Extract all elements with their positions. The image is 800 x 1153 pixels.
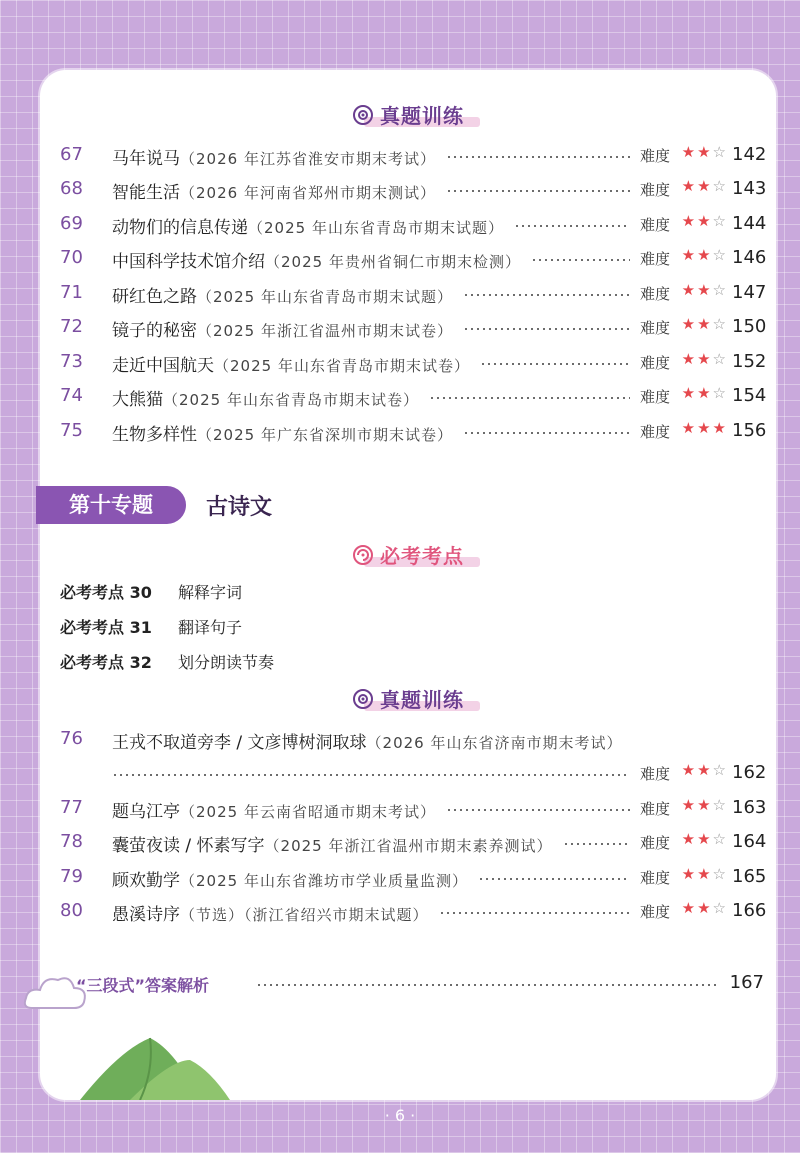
leader-dots xyxy=(514,225,630,227)
star-filled-icon: ★ xyxy=(681,899,698,917)
leader-dots xyxy=(446,809,630,811)
entry-number: 70 xyxy=(60,247,83,268)
difficulty-label: 难度 xyxy=(639,903,670,921)
page-number: 142 xyxy=(732,144,767,165)
toc-entry-80[interactable] xyxy=(60,896,767,926)
star-empty-icon: ☆ xyxy=(712,350,728,368)
leader-dots xyxy=(112,774,630,776)
section-heading-text: 真题训练 xyxy=(380,688,464,712)
star-filled-icon: ★ xyxy=(681,143,698,161)
page-number: 154 xyxy=(732,385,767,406)
star-empty-icon: ☆ xyxy=(712,212,728,230)
star-empty-icon: ☆ xyxy=(712,865,728,883)
section-heading-real-exam-2 xyxy=(40,684,776,714)
toc-entry-70[interactable] xyxy=(60,243,767,273)
star-filled-icon: ★ xyxy=(697,281,713,299)
page-number: 166 xyxy=(732,900,767,921)
leader-dots xyxy=(446,156,630,158)
page-footer-number: · 6 · xyxy=(384,1106,416,1125)
star-filled-icon: ★ xyxy=(681,281,698,299)
answer-analysis-label: “三段式”答案解析 xyxy=(76,976,210,995)
entry-title: 题乌江亭 xyxy=(112,802,180,822)
leader-dots xyxy=(446,190,630,192)
entry-title-line xyxy=(112,282,453,307)
difficulty-stars xyxy=(682,315,728,333)
entry-number: 69 xyxy=(60,213,83,234)
section-heading-key-points xyxy=(40,540,776,570)
difficulty-stars xyxy=(682,419,728,437)
entry-title-line xyxy=(112,728,623,753)
difficulty-label: 难度 xyxy=(639,834,670,852)
page-number: 163 xyxy=(732,797,767,818)
leader-dots xyxy=(478,878,630,880)
entry-title: 囊萤夜读 / 怀素写字 xyxy=(112,836,265,856)
entry-number: 74 xyxy=(60,385,83,406)
entry-title: 大熊猫 xyxy=(112,390,163,410)
star-empty-icon: ☆ xyxy=(712,899,728,917)
difficulty-label: 难度 xyxy=(639,765,670,783)
entry-title: 走近中国航天 xyxy=(112,356,214,376)
target-icon xyxy=(352,688,374,710)
entry-title: 愚溪诗序 xyxy=(112,905,180,925)
key-point-label: 必考考点 31 xyxy=(60,618,152,637)
toc-entry-79[interactable] xyxy=(60,862,767,892)
key-point-31[interactable] xyxy=(60,615,242,638)
star-filled-icon: ★ xyxy=(697,212,713,230)
star-filled-icon: ★ xyxy=(681,830,698,848)
difficulty-label: 难度 xyxy=(639,216,670,234)
entry-title-line xyxy=(112,178,436,203)
star-filled-icon: ★ xyxy=(681,865,698,883)
entry-title: 镜子的秘密 xyxy=(112,321,197,341)
entry-title-line xyxy=(112,144,436,169)
section-heading-real-exam-1 xyxy=(40,100,776,130)
difficulty-label: 难度 xyxy=(639,354,670,372)
star-filled-icon: ★ xyxy=(697,761,713,779)
star-empty-icon: ☆ xyxy=(712,830,728,848)
difficulty-label: 难度 xyxy=(639,423,670,441)
star-filled-icon: ★ xyxy=(681,177,698,195)
entry-number: 68 xyxy=(60,178,83,199)
entry-title-line xyxy=(112,385,419,410)
entry-number: 79 xyxy=(60,866,83,887)
star-empty-icon: ☆ xyxy=(712,143,728,161)
toc-entry-69[interactable] xyxy=(60,209,767,239)
leader-dots xyxy=(563,843,630,845)
entry-title-line xyxy=(112,316,453,341)
entry-title: 马年说马 xyxy=(112,149,180,169)
page-number: 165 xyxy=(732,866,767,887)
page-number: 167 xyxy=(729,972,764,993)
difficulty-label: 难度 xyxy=(639,800,670,818)
difficulty-stars xyxy=(682,830,728,848)
entry-source: （2025 年山东省青岛市期末试题） xyxy=(248,219,504,237)
entry-number: 71 xyxy=(60,282,83,303)
key-point-text: 划分朗读节奏 xyxy=(178,653,275,672)
key-point-32[interactable] xyxy=(60,650,274,673)
star-empty-icon: ☆ xyxy=(712,384,728,402)
entry-title-line xyxy=(112,797,436,822)
section-heading-text: 真题训练 xyxy=(380,104,464,128)
key-point-text: 解释字词 xyxy=(178,583,243,602)
entry-title: 研红色之路 xyxy=(112,287,197,307)
entry-source: （2025 年浙江省温州市期末素养测试） xyxy=(264,837,553,855)
star-filled-icon: ★ xyxy=(697,384,713,402)
toc-entry-68[interactable] xyxy=(60,174,767,204)
star-filled-icon: ★ xyxy=(697,830,713,848)
star-filled-icon: ★ xyxy=(712,419,728,437)
page-number: 146 xyxy=(732,247,767,268)
entry-title-line xyxy=(112,247,521,272)
star-filled-icon: ★ xyxy=(697,899,713,917)
entry-source: （2025 年浙江省温州市期末试卷） xyxy=(197,322,453,340)
difficulty-stars xyxy=(682,899,728,917)
star-filled-icon: ★ xyxy=(697,865,713,883)
toc-entry-77[interactable] xyxy=(60,793,767,823)
entry-title-line xyxy=(112,831,553,856)
difficulty-label: 难度 xyxy=(639,319,670,337)
leader-dots xyxy=(531,259,630,261)
difficulty-stars xyxy=(682,796,728,814)
entry-title: 动物们的信息传递 xyxy=(112,218,248,238)
star-empty-icon: ☆ xyxy=(712,281,728,299)
difficulty-label: 难度 xyxy=(639,181,670,199)
star-filled-icon: ★ xyxy=(697,419,713,437)
star-filled-icon: ★ xyxy=(681,796,698,814)
hills-illustration xyxy=(80,1030,230,1100)
difficulty-label: 难度 xyxy=(639,869,670,887)
entry-source: （2025 年山东省青岛市期末试卷） xyxy=(163,391,419,409)
difficulty-label: 难度 xyxy=(639,285,670,303)
toc-entry-72[interactable] xyxy=(60,312,767,342)
entry-number: 78 xyxy=(60,831,83,852)
page-number: 152 xyxy=(732,351,767,372)
topic-label: 第十专题 xyxy=(36,486,186,524)
star-filled-icon: ★ xyxy=(681,761,698,779)
star-filled-icon: ★ xyxy=(697,246,713,264)
leader-dots xyxy=(256,984,718,986)
toc-entry-73[interactable] xyxy=(60,347,767,377)
entry-number: 80 xyxy=(60,900,83,921)
entry-number: 67 xyxy=(60,144,83,165)
difficulty-stars xyxy=(682,384,728,402)
key-point-text: 翻译句子 xyxy=(178,618,243,637)
difficulty-stars xyxy=(682,246,728,264)
toc-entry-75[interactable] xyxy=(60,416,767,446)
difficulty-label: 难度 xyxy=(639,250,670,268)
difficulty-stars xyxy=(682,143,728,161)
star-filled-icon: ★ xyxy=(681,315,698,333)
star-filled-icon: ★ xyxy=(697,350,713,368)
star-filled-icon: ★ xyxy=(697,177,713,195)
key-point-30[interactable] xyxy=(60,580,242,603)
entry-title-line xyxy=(112,351,470,376)
star-filled-icon: ★ xyxy=(681,419,698,437)
star-empty-icon: ☆ xyxy=(712,246,728,264)
entry-source: （2025 年山东省青岛市期末试卷） xyxy=(214,357,470,375)
entry-title-line xyxy=(112,900,429,925)
entry-number: 77 xyxy=(60,797,83,818)
toc-entry-76[interactable] xyxy=(60,724,767,788)
toc-entry-78[interactable] xyxy=(60,827,767,857)
target-icon xyxy=(352,104,374,126)
star-empty-icon: ☆ xyxy=(712,796,728,814)
entry-title: 中国科学技术馆介绍 xyxy=(112,252,265,272)
toc-card xyxy=(40,70,776,1100)
entry-number: 76 xyxy=(60,728,83,749)
entry-number: 75 xyxy=(60,420,83,441)
leader-dots xyxy=(429,397,630,399)
star-filled-icon: ★ xyxy=(697,315,713,333)
entry-number: 73 xyxy=(60,351,83,372)
answer-analysis-entry[interactable] xyxy=(76,968,764,998)
entry-source: （2026 年河南省郑州市期末测试） xyxy=(180,184,436,202)
page-number: 150 xyxy=(732,316,767,337)
difficulty-stars xyxy=(682,761,728,779)
leader-dots xyxy=(463,328,630,330)
spiral-icon xyxy=(352,544,374,566)
leader-dots xyxy=(439,912,630,914)
star-empty-icon: ☆ xyxy=(712,177,728,195)
page-number: 144 xyxy=(732,213,767,234)
star-filled-icon: ★ xyxy=(697,796,713,814)
star-filled-icon: ★ xyxy=(681,212,698,230)
entry-title: 生物多样性 xyxy=(112,425,197,445)
topic-name: 古诗文 xyxy=(206,495,273,520)
toc-entry-71[interactable] xyxy=(60,278,767,308)
star-empty-icon: ☆ xyxy=(712,761,728,779)
entry-source: （2026 年山东省济南市期末考试） xyxy=(366,734,623,752)
entry-source: （2026 年江苏省淮安市期末考试） xyxy=(180,150,436,168)
difficulty-stars xyxy=(682,865,728,883)
section-heading-text: 必考考点 xyxy=(380,544,464,568)
star-empty-icon: ☆ xyxy=(712,315,728,333)
difficulty-label: 难度 xyxy=(639,388,670,406)
entry-title-line xyxy=(112,420,453,445)
key-point-label: 必考考点 32 xyxy=(60,653,152,672)
difficulty-stars xyxy=(682,281,728,299)
leader-dots xyxy=(463,432,630,434)
star-filled-icon: ★ xyxy=(681,350,698,368)
difficulty-stars xyxy=(682,177,728,195)
cloud-icon xyxy=(22,970,92,1014)
star-filled-icon: ★ xyxy=(681,246,698,264)
page-number: 162 xyxy=(732,762,767,783)
entry-title-line xyxy=(112,213,504,238)
page-number: 147 xyxy=(732,282,767,303)
leader-dots xyxy=(463,294,630,296)
star-filled-icon: ★ xyxy=(697,143,713,161)
entry-title: 智能生活 xyxy=(112,183,180,203)
star-filled-icon: ★ xyxy=(681,384,698,402)
entry-source: （2025 年广东省深圳市期末试卷） xyxy=(197,426,453,444)
entry-title: 顾欢勤学 xyxy=(112,871,180,891)
difficulty-label: 难度 xyxy=(639,147,670,165)
entry-source: （2025 年山东省潍坊市学业质量监测） xyxy=(180,872,468,890)
leader-dots xyxy=(480,363,630,365)
entry-title: 王戎不取道旁李 / 文彦博树洞取球 xyxy=(112,733,367,753)
difficulty-stars xyxy=(682,350,728,368)
toc-entry-67[interactable] xyxy=(60,140,767,170)
key-point-label: 必考考点 30 xyxy=(60,583,152,602)
page-number: 156 xyxy=(732,420,767,441)
entry-source: （节选）（浙江省绍兴市期末试题） xyxy=(180,906,429,924)
entry-source: （2025 年山东省青岛市期末试题） xyxy=(197,288,453,306)
page-number: 143 xyxy=(732,178,767,199)
entry-source: （2025 年云南省昭通市期末考试） xyxy=(180,803,436,821)
toc-entry-74[interactable] xyxy=(60,381,767,411)
difficulty-stars xyxy=(682,212,728,230)
page-number: 164 xyxy=(732,831,767,852)
entry-number: 72 xyxy=(60,316,83,337)
entry-title-line xyxy=(112,866,468,891)
entry-source: （2025 年贵州省铜仁市期末检测） xyxy=(265,253,521,271)
